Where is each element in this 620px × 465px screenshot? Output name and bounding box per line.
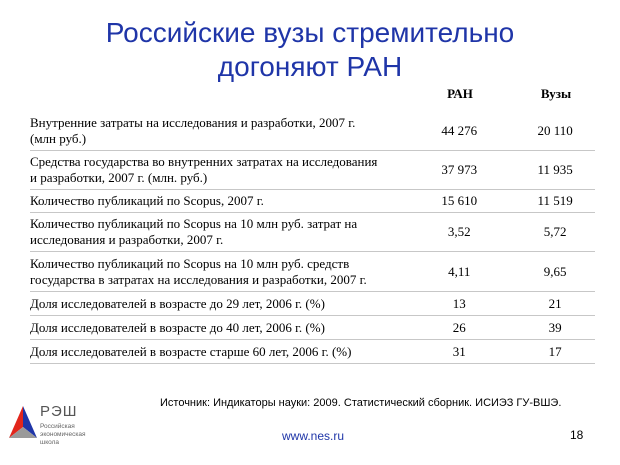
page-number: 18	[570, 428, 584, 442]
row-value-ran: 26	[452, 319, 466, 335]
row-value-vuzy: 17	[548, 343, 562, 359]
table-row	[30, 316, 595, 340]
slide-title-line2: догоняют РАН	[217, 51, 403, 82]
logo-subtitle-line3: школа	[40, 439, 60, 446]
row-value-vuzy: 11 935	[537, 162, 573, 177]
row-label-line1: Доля исследователей в возрасте до 40 лет, 2006 г. (%)	[30, 319, 325, 335]
row-label	[30, 154, 414, 186]
row-label-line1: Количество публикаций по Scopus, 2007 г.	[30, 193, 264, 208]
row-value-ran: 31	[452, 343, 466, 359]
row-value-vuzy: 9,65	[543, 263, 567, 279]
row-label-line2: (млн руб.)	[30, 131, 87, 146]
row-value-ran: 15 610	[441, 193, 478, 208]
row-label-line1: Средства государства во внутренних затратах на исследования	[30, 154, 378, 169]
row-value-vuzy: 20 110	[537, 123, 573, 138]
row-value-vuzy: 5,72	[543, 224, 567, 239]
row-label-line2: и разработки, 2007 г. (млн. руб.)	[30, 170, 208, 185]
row-value-ran: 4,11	[448, 263, 471, 279]
table-row	[30, 340, 595, 364]
row-label-line1: Количество публикаций по Scopus на 10 млн руб. затрат на	[30, 216, 358, 231]
row-value-vuzy: 11 519	[537, 193, 573, 208]
row-label	[30, 256, 414, 288]
row-label	[30, 296, 414, 312]
row-label-line2: государства в затратах на исследования и разработки, 2007 г.	[30, 271, 367, 287]
row-label-line1: Доля исследователей в возрасте старше 60 лет, 2006 г. (%)	[30, 343, 352, 359]
row-label	[30, 115, 414, 147]
slide-title	[0, 16, 620, 84]
column-header-ran: РАН	[447, 86, 473, 101]
row-label-line1: Внутренние затраты на исследования и разработки, 2007 г.	[30, 115, 356, 130]
row-label-line1: Доля исследователей в возрасте до 29 лет, 2006 г. (%)	[30, 295, 325, 311]
row-value-ran: 37 973	[441, 162, 478, 177]
table-row	[30, 151, 595, 190]
logo-subtitle-line1: Российская	[40, 423, 75, 430]
row-label	[30, 193, 414, 209]
footer-url-link[interactable]: www.nes.ru	[282, 429, 345, 443]
nes-logo-mark-icon	[8, 405, 38, 439]
row-value-ran: 3,52	[447, 224, 471, 239]
row-label	[30, 216, 414, 248]
table-row	[30, 252, 595, 292]
row-label-line1: Количество публикаций по Scopus на 10 млн руб. средств	[30, 255, 350, 271]
row-value-vuzy: 39	[548, 319, 562, 335]
row-label	[30, 320, 414, 336]
row-value-ran: 44 276	[441, 123, 478, 138]
table-row	[30, 112, 595, 151]
column-header-vuzy: Вузы	[540, 86, 572, 101]
logo-name: РЭШ	[40, 403, 78, 420]
table-row	[30, 292, 595, 316]
indicators-table	[30, 112, 595, 364]
nes-logo	[8, 403, 98, 461]
logo-subtitle-line2: экономическая	[40, 431, 86, 438]
row-value-vuzy: 21	[548, 295, 562, 311]
source-note: Источник: Индикаторы науки: 2009. Статистический сборник. ИСИЭЗ ГУ-ВШЭ.	[160, 397, 562, 409]
table-row	[30, 213, 595, 252]
row-label-line2: исследования и разработки, 2007 г.	[30, 232, 224, 247]
row-label	[30, 344, 414, 360]
slide-title-line1: Российские вузы стремительно	[105, 17, 515, 48]
table-row	[30, 190, 595, 213]
row-value-ran: 13	[452, 295, 466, 311]
